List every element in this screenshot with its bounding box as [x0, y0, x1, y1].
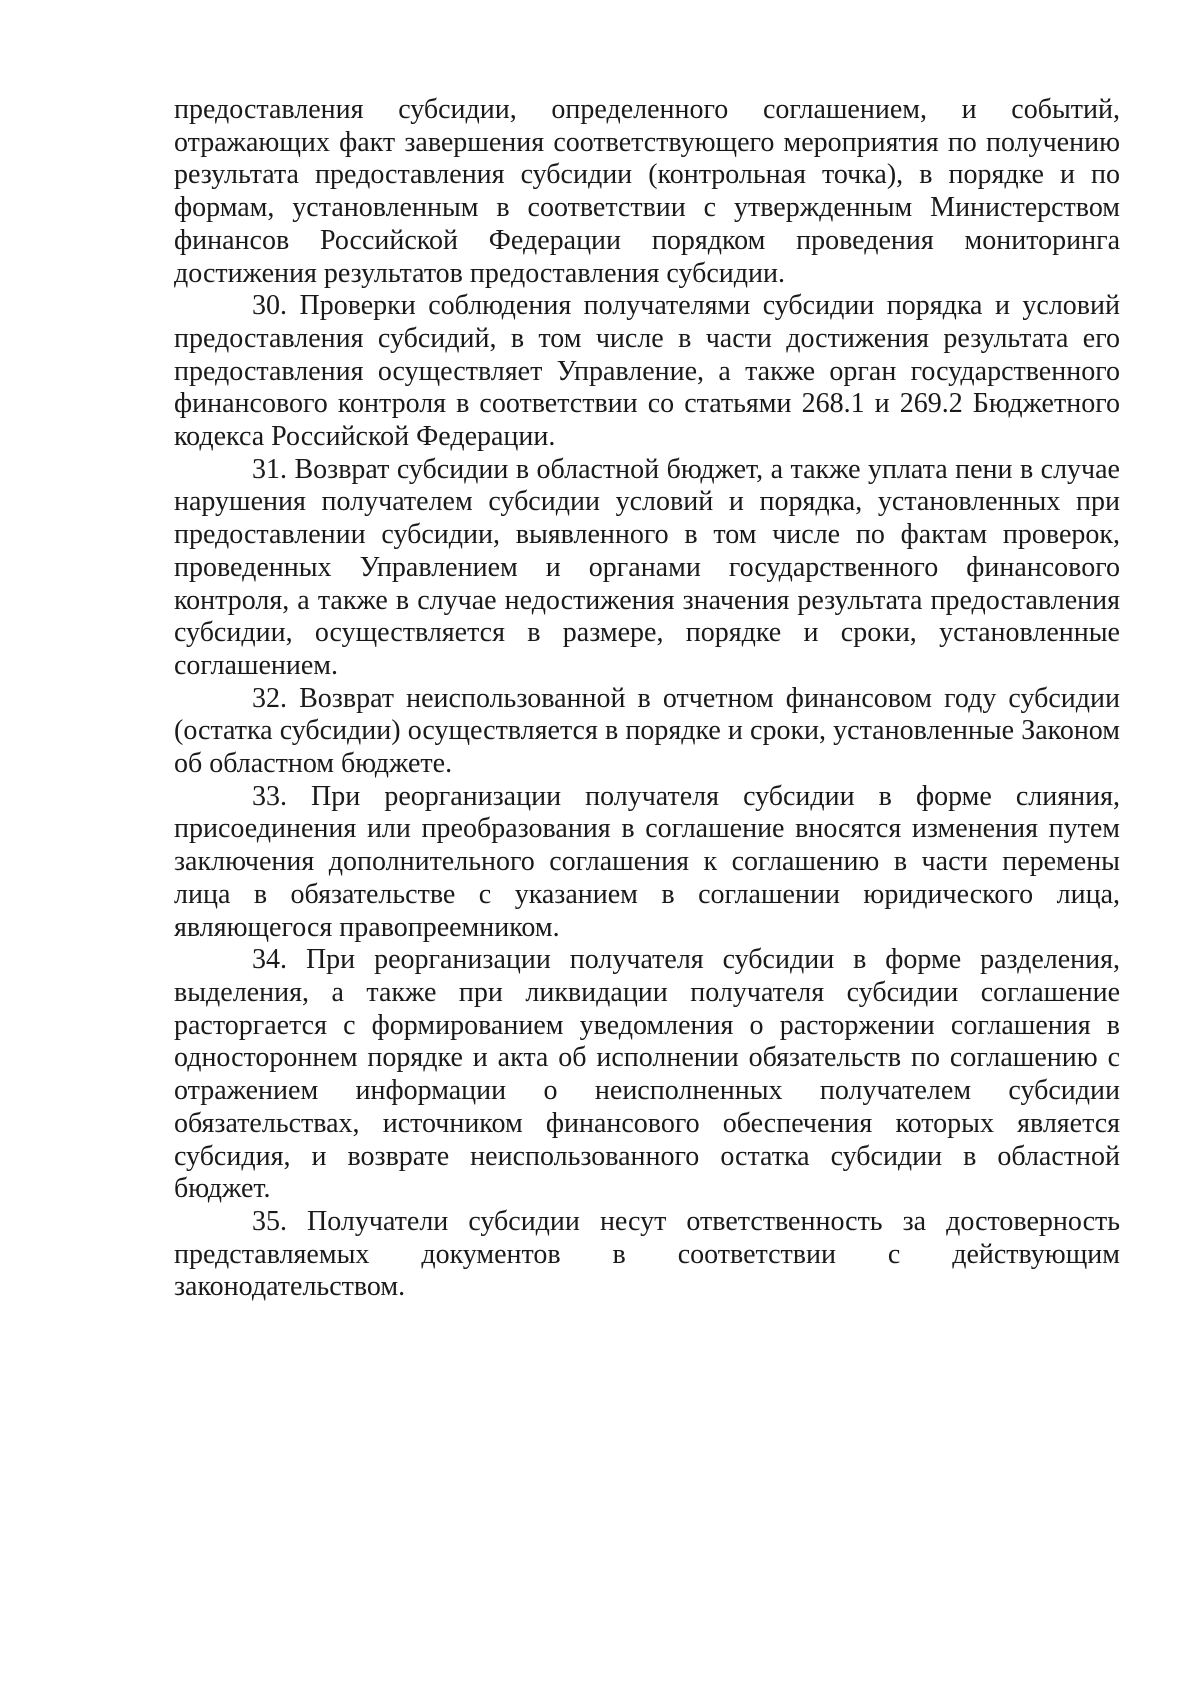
paragraph-31: 31. Возврат субсидии в областной бюджет, а также уплата пени в случае нарушения получателем субсидии условий и порядка, установленных при предоставлении субсидии, выявленного в том числе по фактам проверок, проведенных Управлением и органами государственного финансового контроля, а также в случае недостижения значения результата предоставления субсидии, осуществляется в размере, порядке и сроки, установленные соглашением. [174, 453, 1120, 681]
paragraph-30: 30. Проверки соблюдения получателями субсидии порядка и условий предоставления субсидий, в том числе в части достижения результата его предоставления осуществляет Управление, а также орган государственного финансового контроля в соответствии со статьями 268.1 и 269.2 Бюджетного кодекса Российской Федерации. [174, 290, 1120, 453]
paragraph-32: 32. Возврат неиспользованной в отчетном финансовом году субсидии (остатка субсидии) осуществляется в порядке и сроки, установленные Законом об областном бюджете. [174, 682, 1120, 780]
paragraph-35: 35. Получатели субсидии несут ответственность за достоверность представляемых документов в соответствии с действующим законодательством. [174, 1205, 1120, 1303]
document-page [174, 94, 1120, 1304]
paragraph-33: 33. При реорганизации получателя субсидии в форме слияния, присоединения или преобразования в соглашение вносятся изменения путем заключения дополнительного соглашения к соглашению в части перемены лица в обязательстве с указанием в соглашении юридического лица, являющегося правопреемником. [174, 780, 1120, 943]
paragraph-34: 34. При реорганизации получателя субсидии в форме разделения, выделения, а также при ликвидации получателя субсидии соглашение расторгается с формированием уведомления о расторжении соглашения в одностороннем порядке и акта об исполнении обязательств по соглашению с отражением информации о неисполненных получателем субсидии обязательствах, источником финансового обеспечения которых является субсидия, и возврате неиспользованного остатка субсидии в областной бюджет. [174, 944, 1120, 1205]
paragraph-continuation: предоставления субсидии, определенного соглашением, и событий, отражающих факт завершения соответствующего мероприятия по получению результата предоставления субсидии (контрольная точка), в порядке и по формам, установленным в соответствии с утвержденным Министерством финансов Российской Федерации порядком проведения мониторинга достижения результатов предоставления субсидии. [174, 94, 1120, 289]
